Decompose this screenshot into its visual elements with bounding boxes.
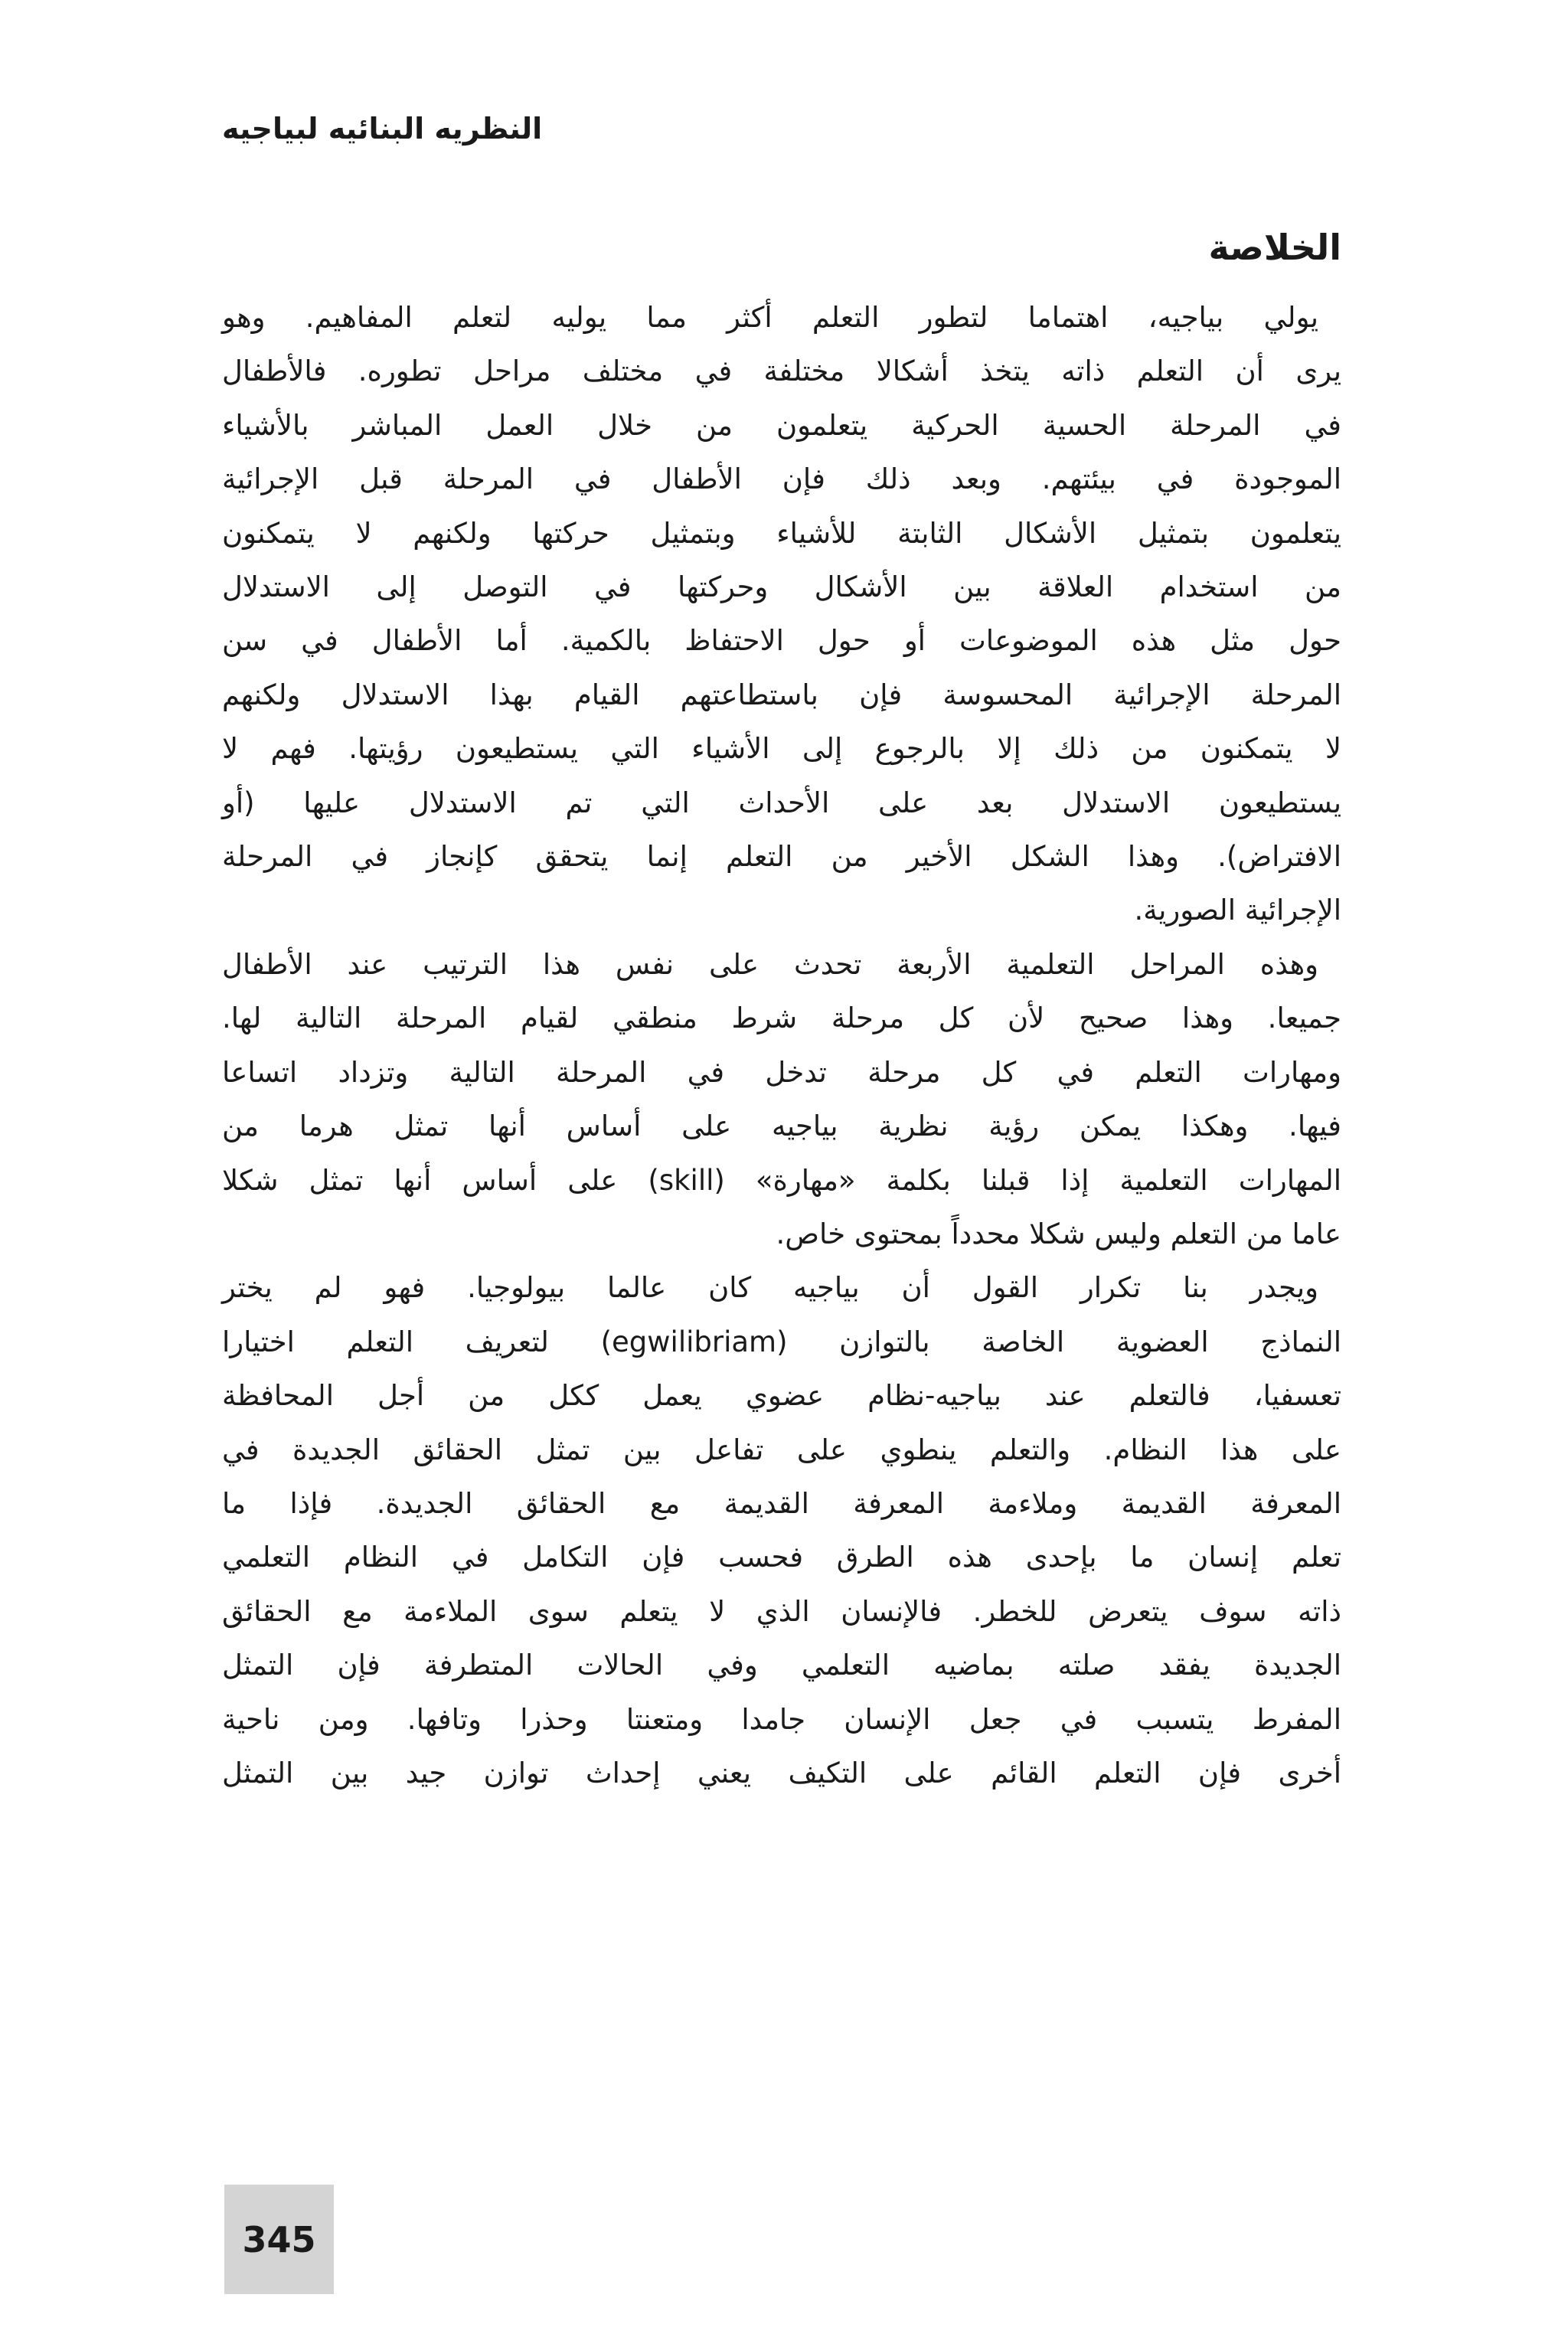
section-heading: الخلاصة [1208,227,1341,268]
text-line: على هذا النظام. والتعلم ينطوي على تفاعل بين تمثل الحقائق الجديدة في [222,1433,1341,1466]
text-line: ويجدر بنا تكرار القول أن بياجيه كان عالما بيولوجيا. فهو لم يختر [222,1271,1318,1305]
text-line: ذاته سوف يتعرض للخطر. فالإنسان الذي لا يتعلم سوى الملاءمة مع الحقائق [222,1594,1341,1628]
text-line: حول مثل هذه الموضوعات أو حول الاحتفاظ بالكمية. أما الأطفال في سن [222,624,1341,658]
text-line: المهارات التعلمية إذا قبلنا بكلمة «مهارة» (skill) على أساس أنها تمثل شكلا [222,1163,1342,1197]
text-line: الجديدة يفقد صلته بماضيه التعلمي وفي الحالات المتطرفة فإن التمثل [222,1649,1341,1682]
text-line: من استخدام العلاقة بين الأشكال وحركتها في التوصل إلى الاستدلال [222,570,1341,604]
text-line: أخرى فإن التعلم القائم على التكيف يعني إحداث توازن جيد بين التمثل [222,1756,1341,1789]
text-line: وهذه المراحل التعلمية الأربعة تحدث على نفس هذا الترتيب عند الأطفال [222,947,1318,981]
text-line: يرى أن التعلم ذاته يتخذ أشكالا مختلفة في مختلف مراحل تطوره. فالأطفال [222,355,1341,388]
body-text [222,291,1341,1800]
text-line: يتعلمون بتمثيل الأشكال الثابتة للأشياء وبتمثيل حركتها ولكنهم لا يتمكنون [222,516,1341,550]
text-line: لا يتمكنون من ذلك إلا بالرجوع إلى الأشياء التي يستطيعون رؤيتها. فهم لا [222,732,1341,766]
text-line: فيها. وهكذا يمكن رؤية نظرية بياجيه على أساس أنها تمثل هرما من [222,1110,1341,1143]
text-line: يولي بياجيه، اهتماما لتطور التعلم أكثر مما يوليه لتعلم المفاهيم. وهو [222,301,1318,334]
paragraph-3 [222,1261,1341,1800]
page-number: 345 [242,2218,316,2260]
page-number-box [224,2185,334,2294]
text-line: المعرفة القديمة وملاءمة المعرفة القديمة مع الحقائق الجديدة. فإذا ما [222,1486,1341,1520]
text-line: تعسفيا، فالتعلم عند بياجيه-نظام عضوي يعمل ككل من أجل المحافظة [222,1379,1341,1413]
text-line: المرحلة الإجرائية المحسوسة فإن باستطاعتهم القيام بهذا الاستدلال ولكنهم [222,678,1341,711]
text-line: عاما من التعلم وليس شكلا محدداً بمحتوى خاص. [776,1217,1341,1250]
text-line: الموجودة في بيئتهم. وبعد ذلك فإن الأطفال في المرحلة قبل الإجرائية [222,462,1341,496]
text-line: يستطيعون الاستدلال بعد على الأحداث التي تم الاستدلال عليها (أو [222,786,1341,819]
paragraph-2 [222,938,1341,1261]
text-line: المفرط يتسبب في جعل الإنسان جامدا ومتعنتا وحذرا وتافها. ومن ناحية [222,1702,1341,1736]
text-line: ومهارات التعلم في كل مرحلة تدخل في المرحلة التالية وتزداد اتساعا [222,1055,1341,1089]
text-line: الافتراض). وهذا الشكل الأخير من التعلم إنما يتحقق كإنجاز في المرحلة [222,840,1341,874]
text-line: تعلم إنسان ما بإحدى هذه الطرق فحسب فإن التكامل في النظام التعلمي [222,1541,1341,1574]
running-header: النظريه البنائيه لبياجيه [222,112,543,145]
paragraph-1 [222,291,1341,938]
text-line: الإجرائية الصورية. [1134,894,1341,927]
text-line: جميعا. وهذا صحيح لأن كل مرحلة شرط منطقي لقيام المرحلة التالية لها. [222,1002,1341,1035]
text-line: النماذج العضوية الخاصة بالتوازن (egwilibriam) لتعريف التعلم اختيارا [222,1325,1341,1358]
text-line: في المرحلة الحسية الحركية يتعلمون من خلال العمل المباشر بالأشياء [222,408,1341,442]
